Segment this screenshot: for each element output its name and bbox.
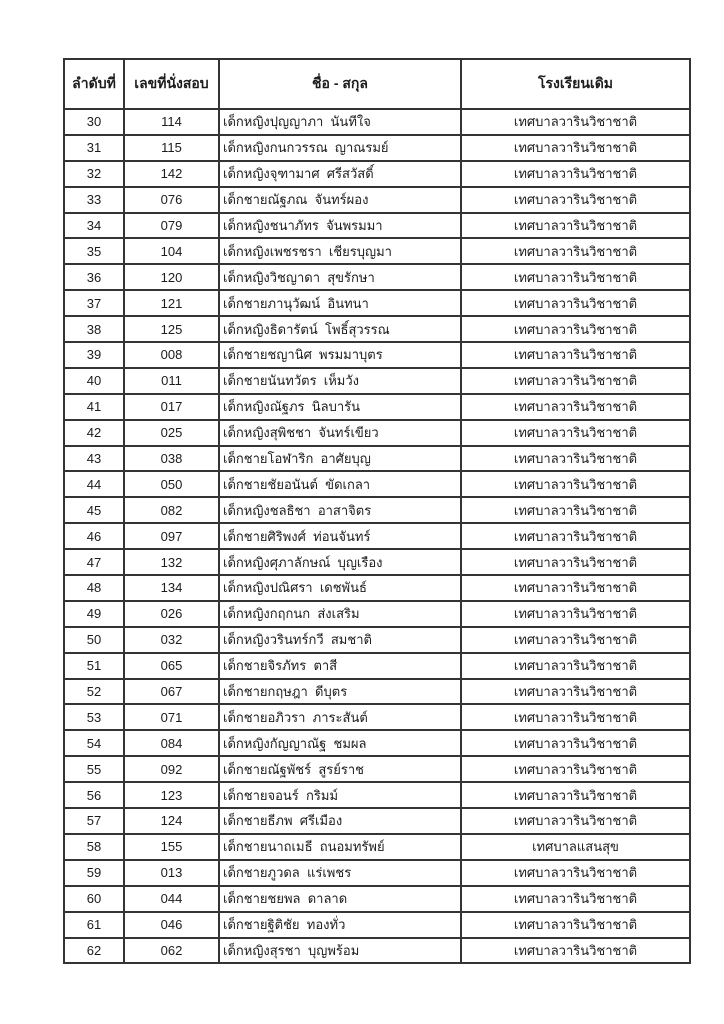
name-cell: เด็กหญิงปณิศรา เดชพันธ์ <box>219 575 461 601</box>
name-cell: เด็กชายนันทวัตร เห็มวัง <box>219 368 461 394</box>
seat-number-cell: 084 <box>124 730 219 756</box>
order-number-cell: 31 <box>64 135 124 161</box>
name-cell: เด็กชายชญานิศ พรมมาบุตร <box>219 342 461 368</box>
school-cell: เทศบาลวารินวิชาชาติ <box>461 446 690 472</box>
school-cell: เทศบาลวารินวิชาชาติ <box>461 264 690 290</box>
table-row <box>64 368 690 394</box>
table-row <box>64 860 690 886</box>
order-number-cell: 52 <box>64 679 124 705</box>
table-row <box>64 497 690 523</box>
seat-number-cell: 115 <box>124 135 219 161</box>
seat-number-cell: 079 <box>124 213 219 239</box>
order-number-cell: 60 <box>64 886 124 912</box>
name-cell: เด็กหญิงธิดารัตน์ โพธิ์สุวรรณ <box>219 316 461 342</box>
student-roster-table <box>63 58 691 964</box>
school-cell: เทศบาลวารินวิชาชาติ <box>461 109 690 135</box>
school-cell: เทศบาลวารินวิชาชาติ <box>461 523 690 549</box>
name-cell: เด็กชายโอฬาริก อาศัยบุญ <box>219 446 461 472</box>
seat-number-cell: 097 <box>124 523 219 549</box>
school-cell: เทศบาลวารินวิชาชาติ <box>461 782 690 808</box>
name-cell: เด็กหญิงวิชญาดา สุขรักษา <box>219 264 461 290</box>
name-cell: เด็กชายกฤษฎา ดีบุตร <box>219 679 461 705</box>
school-cell: เทศบาลวารินวิชาชาติ <box>461 471 690 497</box>
name-cell: เด็กหญิงชลธิชา อาสาจิตร <box>219 497 461 523</box>
table-row <box>64 213 690 239</box>
name-cell: เด็กหญิงสุพิชชา จันทร์เขียว <box>219 420 461 446</box>
seat-number-cell: 046 <box>124 912 219 938</box>
name-cell: เด็กชายอภิวรา ภาระสันต์ <box>219 704 461 730</box>
seat-number-cell: 082 <box>124 497 219 523</box>
seat-number-cell: 155 <box>124 834 219 860</box>
table-row <box>64 264 690 290</box>
seat-number-cell: 065 <box>124 653 219 679</box>
seat-number-cell: 067 <box>124 679 219 705</box>
seat-number-cell: 104 <box>124 238 219 264</box>
name-cell: เด็กชายภูวดล แร่เพชร <box>219 860 461 886</box>
table-row <box>64 238 690 264</box>
seat-number-cell: 017 <box>124 394 219 420</box>
table-row <box>64 446 690 472</box>
order-number-cell: 38 <box>64 316 124 342</box>
seat-number-cell: 062 <box>124 938 219 964</box>
seat-number-cell: 032 <box>124 627 219 653</box>
school-cell: เทศบาลวารินวิชาชาติ <box>461 938 690 964</box>
order-number-cell: 37 <box>64 290 124 316</box>
school-cell: เทศบาลวารินวิชาชาติ <box>461 290 690 316</box>
order-number-cell: 50 <box>64 627 124 653</box>
school-cell: เทศบาลวารินวิชาชาติ <box>461 549 690 575</box>
name-cell: เด็กหญิงกัญญาณัฐ ชมผล <box>219 730 461 756</box>
name-cell: เด็กหญิงกฤกนก ส่งเสริม <box>219 601 461 627</box>
school-cell: เทศบาลวารินวิชาชาติ <box>461 187 690 213</box>
name-cell: เด็กหญิงปุญญาภา นันทีใจ <box>219 109 461 135</box>
order-number-cell: 47 <box>64 549 124 575</box>
seat-number-cell: 132 <box>124 549 219 575</box>
school-cell: เทศบาลวารินวิชาชาติ <box>461 808 690 834</box>
table-row <box>64 109 690 135</box>
order-number-cell: 55 <box>64 756 124 782</box>
table-row <box>64 601 690 627</box>
seat-number-cell: 092 <box>124 756 219 782</box>
table-row <box>64 290 690 316</box>
seat-number-cell: 142 <box>124 161 219 187</box>
table-header <box>64 59 690 109</box>
order-number-cell: 43 <box>64 446 124 472</box>
school-cell: เทศบาลวารินวิชาชาติ <box>461 161 690 187</box>
seat-number-cell: 013 <box>124 860 219 886</box>
seat-number-cell: 026 <box>124 601 219 627</box>
table-row <box>64 135 690 161</box>
header-row <box>64 59 690 109</box>
school-cell: เทศบาลวารินวิชาชาติ <box>461 886 690 912</box>
table-row <box>64 471 690 497</box>
table-row <box>64 679 690 705</box>
order-number-cell: 48 <box>64 575 124 601</box>
name-cell: เด็กชายณัฐพัชร์ สูรย์ราช <box>219 756 461 782</box>
name-cell: เด็กหญิงณัฐภร นิลบารัน <box>219 394 461 420</box>
table-row <box>64 730 690 756</box>
order-number-cell: 33 <box>64 187 124 213</box>
order-number-cell: 54 <box>64 730 124 756</box>
name-cell: เด็กชายชยพล ดาลาด <box>219 886 461 912</box>
header-name-surname: ชื่อ - สกุล <box>219 59 461 109</box>
order-number-cell: 42 <box>64 420 124 446</box>
name-cell: เด็กชายธีภพ ศรีเมือง <box>219 808 461 834</box>
table-row <box>64 912 690 938</box>
order-number-cell: 49 <box>64 601 124 627</box>
table-row <box>64 161 690 187</box>
school-cell: เทศบาลวารินวิชาชาติ <box>461 912 690 938</box>
name-cell: เด็กชายจอนร์ กริมม์ <box>219 782 461 808</box>
name-cell: เด็กหญิงกนกวรรณ ญาณรมย์ <box>219 135 461 161</box>
name-cell: เด็กหญิงเพชรชรา เชียรบุญมา <box>219 238 461 264</box>
order-number-cell: 51 <box>64 653 124 679</box>
school-cell: เทศบาลวารินวิชาชาติ <box>461 135 690 161</box>
order-number-cell: 56 <box>64 782 124 808</box>
school-cell: เทศบาลวารินวิชาชาติ <box>461 342 690 368</box>
table-row <box>64 834 690 860</box>
table-row <box>64 523 690 549</box>
school-cell: เทศบาลวารินวิชาชาติ <box>461 368 690 394</box>
seat-number-cell: 124 <box>124 808 219 834</box>
seat-number-cell: 123 <box>124 782 219 808</box>
order-number-cell: 62 <box>64 938 124 964</box>
name-cell: เด็กหญิงชนาภัทร จันพรมมา <box>219 213 461 239</box>
order-number-cell: 57 <box>64 808 124 834</box>
school-cell: เทศบาลวารินวิชาชาติ <box>461 653 690 679</box>
school-cell: เทศบาลวารินวิชาชาติ <box>461 575 690 601</box>
seat-number-cell: 044 <box>124 886 219 912</box>
seat-number-cell: 025 <box>124 420 219 446</box>
school-cell: เทศบาลวารินวิชาชาติ <box>461 627 690 653</box>
seat-number-cell: 120 <box>124 264 219 290</box>
order-number-cell: 61 <box>64 912 124 938</box>
seat-number-cell: 050 <box>124 471 219 497</box>
table-row <box>64 782 690 808</box>
order-number-cell: 59 <box>64 860 124 886</box>
school-cell: เทศบาลวารินวิชาชาติ <box>461 704 690 730</box>
name-cell: เด็กหญิงวรินทร์กวี สมชาติ <box>219 627 461 653</box>
table-row <box>64 808 690 834</box>
name-cell: เด็กชายณัฐภณ จันทร์ผอง <box>219 187 461 213</box>
table-row <box>64 938 690 964</box>
seat-number-cell: 071 <box>124 704 219 730</box>
name-cell: เด็กชายจิรภัทร ตาสี <box>219 653 461 679</box>
order-number-cell: 53 <box>64 704 124 730</box>
order-number-cell: 35 <box>64 238 124 264</box>
table-row <box>64 627 690 653</box>
seat-number-cell: 134 <box>124 575 219 601</box>
table-row <box>64 549 690 575</box>
seat-number-cell: 076 <box>124 187 219 213</box>
school-cell: เทศบาลวารินวิชาชาติ <box>461 394 690 420</box>
table-row <box>64 394 690 420</box>
name-cell: เด็กชายฐิติชัย ทองทั่ว <box>219 912 461 938</box>
order-number-cell: 58 <box>64 834 124 860</box>
header-former-school: โรงเรียนเดิม <box>461 59 690 109</box>
school-cell: เทศบาลแสนสุข <box>461 834 690 860</box>
school-cell: เทศบาลวารินวิชาชาติ <box>461 238 690 264</box>
order-number-cell: 32 <box>64 161 124 187</box>
table-row <box>64 704 690 730</box>
school-cell: เทศบาลวารินวิชาชาติ <box>461 497 690 523</box>
name-cell: เด็กหญิงจุฑามาศ ศรีสวัสดิ์ <box>219 161 461 187</box>
name-cell: เด็กหญิงศุภาลักษณ์ บุญเรือง <box>219 549 461 575</box>
table-row <box>64 886 690 912</box>
name-cell: เด็กหญิงสุรชา บุญพร้อม <box>219 938 461 964</box>
school-cell: เทศบาลวารินวิชาชาติ <box>461 213 690 239</box>
order-number-cell: 46 <box>64 523 124 549</box>
order-number-cell: 44 <box>64 471 124 497</box>
table-row <box>64 420 690 446</box>
seat-number-cell: 011 <box>124 368 219 394</box>
order-number-cell: 45 <box>64 497 124 523</box>
table-row <box>64 342 690 368</box>
name-cell: เด็กชายภานุวัฒน์ อินทนา <box>219 290 461 316</box>
order-number-cell: 41 <box>64 394 124 420</box>
name-cell: เด็กชายนาถเมธี ถนอมทรัพย์ <box>219 834 461 860</box>
name-cell: เด็กชายชัยอนันต์ ขัดเกลา <box>219 471 461 497</box>
school-cell: เทศบาลวารินวิชาชาติ <box>461 420 690 446</box>
table-row <box>64 653 690 679</box>
order-number-cell: 40 <box>64 368 124 394</box>
school-cell: เทศบาลวารินวิชาชาติ <box>461 756 690 782</box>
name-cell: เด็กชายศิริพงศ์ ท่อนจันทร์ <box>219 523 461 549</box>
table-body <box>64 109 690 963</box>
header-seat-number: เลขที่นั่งสอบ <box>124 59 219 109</box>
order-number-cell: 36 <box>64 264 124 290</box>
school-cell: เทศบาลวารินวิชาชาติ <box>461 679 690 705</box>
school-cell: เทศบาลวารินวิชาชาติ <box>461 730 690 756</box>
header-order-number: ลำดับที่ <box>64 59 124 109</box>
school-cell: เทศบาลวารินวิชาชาติ <box>461 860 690 886</box>
order-number-cell: 34 <box>64 213 124 239</box>
table-row <box>64 187 690 213</box>
seat-number-cell: 008 <box>124 342 219 368</box>
order-number-cell: 39 <box>64 342 124 368</box>
table-row <box>64 575 690 601</box>
seat-number-cell: 038 <box>124 446 219 472</box>
school-cell: เทศบาลวารินวิชาชาติ <box>461 316 690 342</box>
order-number-cell: 30 <box>64 109 124 135</box>
seat-number-cell: 114 <box>124 109 219 135</box>
table-row <box>64 316 690 342</box>
seat-number-cell: 121 <box>124 290 219 316</box>
school-cell: เทศบาลวารินวิชาชาติ <box>461 601 690 627</box>
table-row <box>64 756 690 782</box>
seat-number-cell: 125 <box>124 316 219 342</box>
